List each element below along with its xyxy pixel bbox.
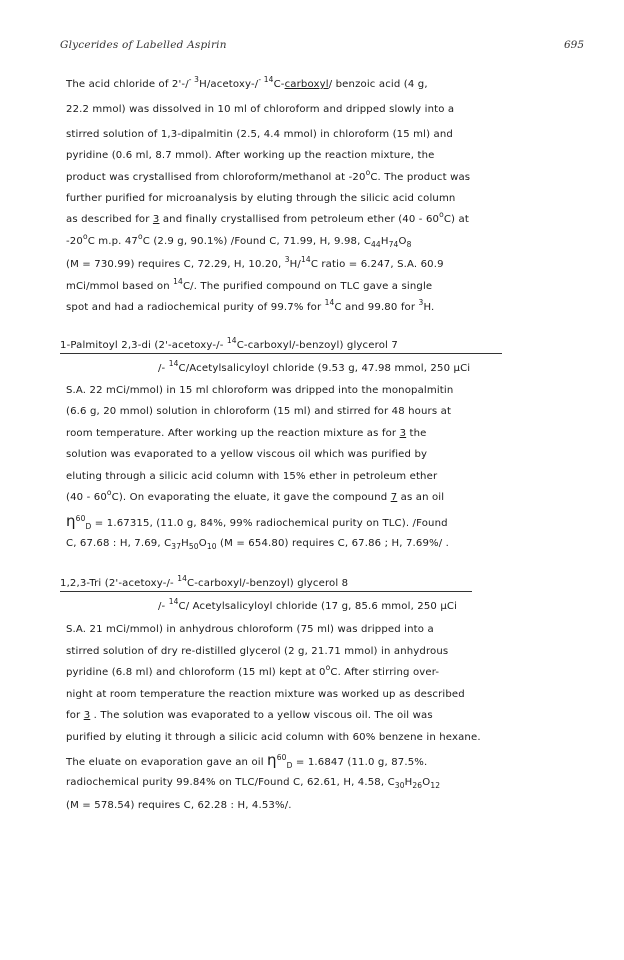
- text-line: S.A. 22 mCi/mmol) in 15 ml chloroform was dripped into the monopalmitin: [66, 385, 454, 396]
- section-heading: 1,2,3-Tri (2'-acetoxy-/- $^{14}$C-carboxyl/-benzoyl) glycerol 8: [60, 574, 349, 589]
- text-line: -20$^o$C m.p. 47$^o$C (2.9 g, 90.1%) /Found C, 71.99, H, 9.98, $C_{44}H_{74}O_8$: [66, 232, 412, 249]
- text-line: for 3 . The solution was evaporated to a yellow viscous oil. The oil was: [66, 710, 433, 721]
- text-line: (6.6 g, 20 mmol) solution in chloroform (15 ml) and stirred for 48 hours at: [66, 406, 452, 417]
- text-line: radiochemical purity 99.84% on TLC/Found C, 62.61, H, 4.58, $C_{30}H_{26}O_{12}$: [66, 777, 441, 790]
- page-number: 695: [563, 39, 584, 51]
- text-line: /- $^{14}$C/Acetylsalicyloyl chloride (9.53 g, 47.98 mmol, 250 µCi: [158, 359, 471, 374]
- text-line: night at room temperature the reaction mixture was worked up as described: [66, 689, 465, 700]
- running-head: Glycerides of Labelled Aspirin: [60, 39, 227, 51]
- text-line: The acid chloride of 2'-/$^{- 3}$H/acetoxy-/$^{- 14}$C-carboxyl/ benzoic acid (4 g,: [66, 75, 428, 90]
- section-heading: 1-Palmitoyl 2,3-di (2'-acetoxy-/- $^{14}$C-carboxyl/-benzoyl) glycerol 7: [60, 336, 398, 351]
- text-line: product was crystallised from chloroform/methanol at -20$^o$C. The product was: [66, 168, 471, 183]
- text-line: eluting through a silicic acid column with 15% ether in petroleum ether: [66, 471, 438, 482]
- text-line: mCi/mmol based on $^{14}$C/. The purified compound on TLC gave a single: [66, 277, 433, 292]
- text-line: C, 67.68 : H, 7.69, $C_{37}H_{50}O_{10}$ (M = 654.80) requires C, 67.86 ; H, 7.69%/ .: [66, 538, 450, 551]
- text-line: (M = 730.99) requires C, 72.29, H, 10.20, $^3$H/$^{14}$C ratio = 6.247, S.A. 60.9: [66, 255, 444, 270]
- text-line: (M = 578.54) requires C, 62.28 : H, 4.53%/.: [66, 800, 292, 811]
- text-line: The eluate on evaporation gave an oil $\eta^{60}_D = 1.6847$ (11.0 g, 87.5%.: [66, 751, 428, 770]
- heading-underline: [60, 591, 472, 592]
- text-line: spot and had a radiochemical purity of 99.7% for $^{14}$C and 99.80 for $^3$H.: [66, 298, 435, 313]
- text-line: purified by eluting it through a silicic acid column with 60% benzene in hexane.: [66, 732, 481, 743]
- text-line: stirred solution of dry re-distilled glycerol (2 g, 21.71 mmol) in anhydrous: [66, 646, 449, 657]
- text-line: room temperature. After working up the reaction mixture as for 3 the: [66, 428, 427, 439]
- text-line: S.A. 21 mCi/mmol) in anhydrous chloroform (75 ml) was dripped into a: [66, 624, 434, 635]
- heading-underline: [60, 353, 502, 354]
- text-line: (40 - 60$^o$C). On evaporating the eluate, it gave the compound 7 as an oil: [66, 488, 445, 503]
- text-line: further purified for microanalysis by eluting through the silicic acid column: [66, 193, 456, 204]
- text-line: as described for 3 and finally crystallised from petroleum ether (40 - 60$^o$C) at: [66, 210, 469, 225]
- text-line: stirred solution of 1,3-dipalmitin (2.5, 4.4 mmol) in chloroform (15 ml) and: [66, 129, 453, 140]
- text-line: pyridine (6.8 ml) and chloroform (15 ml) kept at 0$^o$C. After stirring over-: [66, 663, 440, 678]
- text-line: 22.2 mmol) was dissolved in 10 ml of chloroform and dripped slowly into a: [66, 104, 455, 115]
- text-line: $\eta^{60}_D = 1.67315$, (11.0 g, 84%, 99% radiochemical purity on TLC). /Found: [66, 512, 448, 531]
- text-line: solution was evaporated to a yellow viscous oil which was purified by: [66, 449, 428, 460]
- text-line: /- $^{14}$C/ Acetylsalicyloyl chloride (17 g, 85.6 mmol, 250 µCi: [158, 597, 458, 612]
- text-line: pyridine (0.6 ml, 8.7 mmol). After working up the reaction mixture, the: [66, 150, 435, 161]
